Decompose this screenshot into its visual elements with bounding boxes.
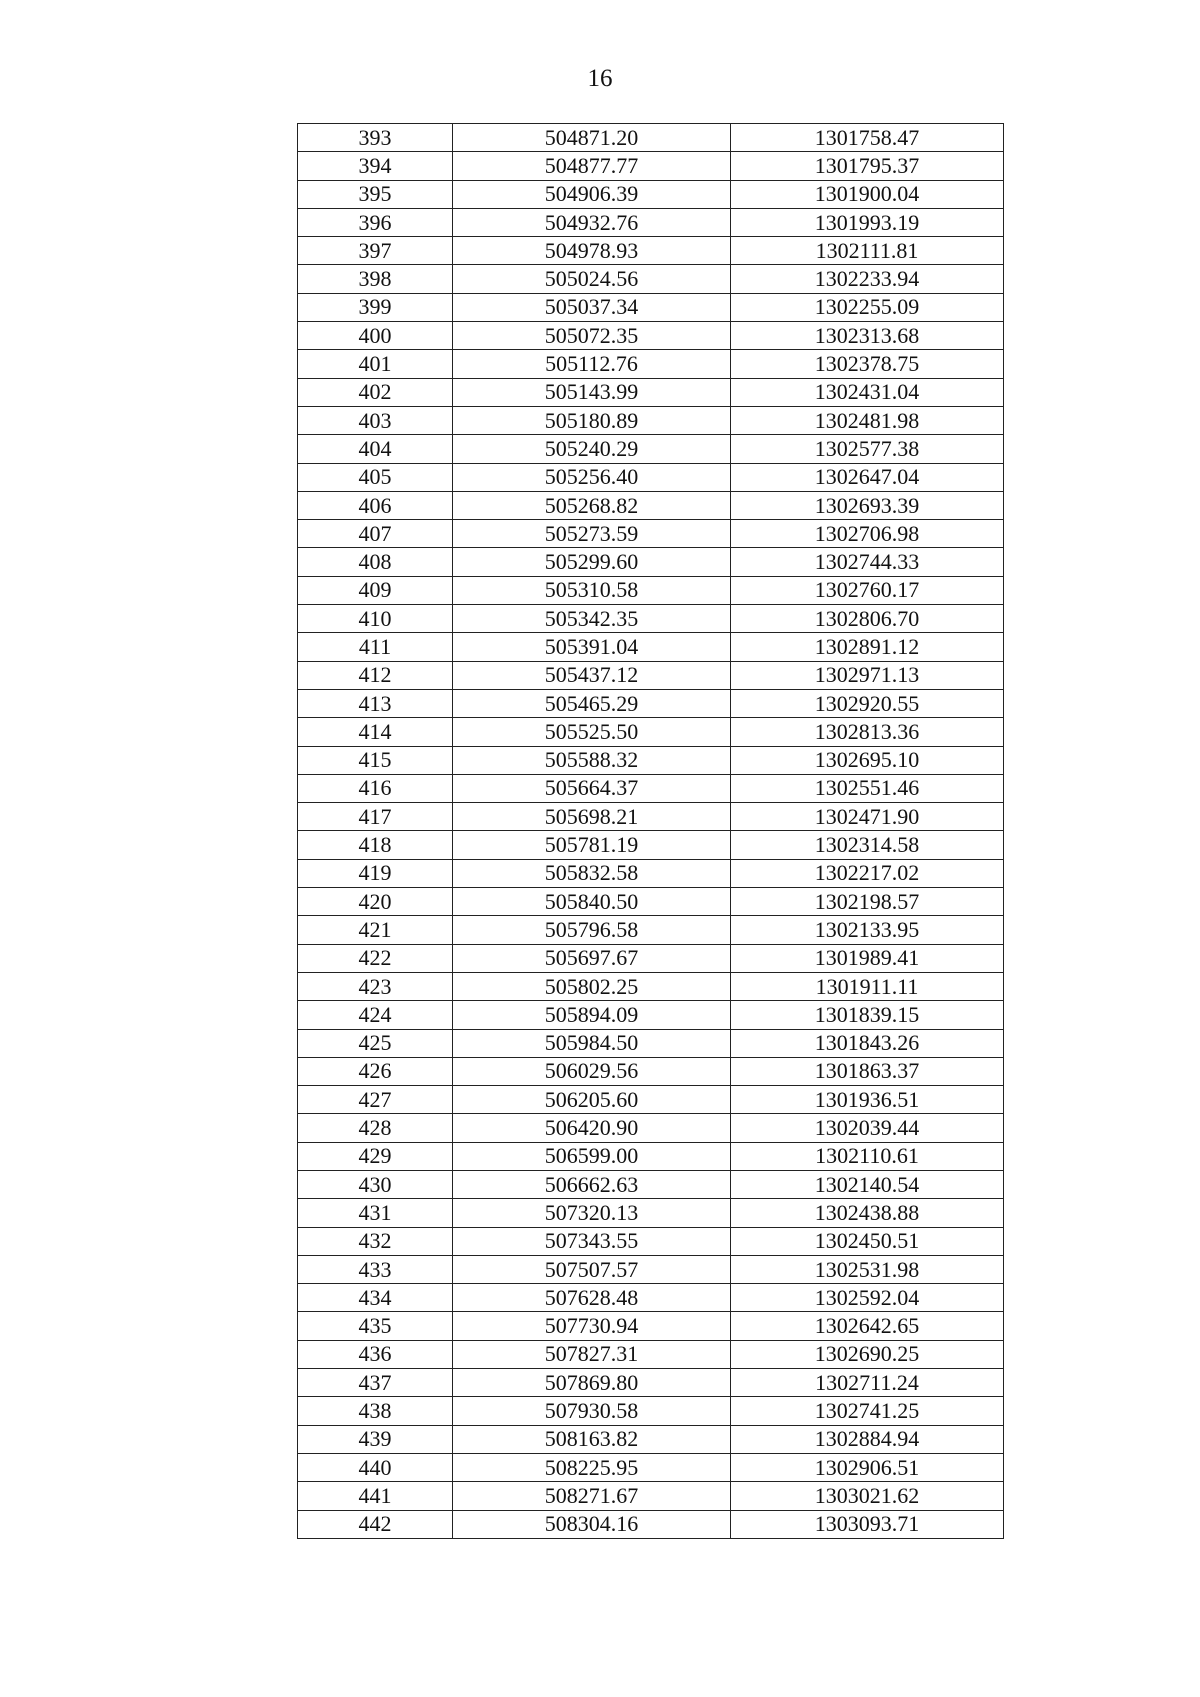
point-number-cell: 414 [298,718,453,746]
table-row [298,689,1004,717]
y-coordinate-cell: 1302741.25 [731,1397,1004,1425]
y-coordinate-cell: 1301843.26 [731,1029,1004,1057]
table-row [298,1114,1004,1142]
table-row [298,293,1004,321]
x-coordinate-cell: 505391.04 [453,633,731,661]
y-coordinate-cell: 1302133.95 [731,916,1004,944]
x-coordinate-cell: 507628.48 [453,1284,731,1312]
point-number-cell: 413 [298,689,453,717]
point-number-cell: 435 [298,1312,453,1340]
point-number-cell: 401 [298,350,453,378]
x-coordinate-cell: 505256.40 [453,463,731,491]
y-coordinate-cell: 1302140.54 [731,1170,1004,1198]
y-coordinate-cell: 1302314.58 [731,831,1004,859]
x-coordinate-cell: 507827.31 [453,1340,731,1368]
point-number-cell: 438 [298,1397,453,1425]
y-coordinate-cell: 1302431.04 [731,378,1004,406]
table-row [298,1312,1004,1340]
point-number-cell: 416 [298,774,453,802]
table-row [298,1029,1004,1057]
x-coordinate-cell: 506029.56 [453,1057,731,1085]
table-row [298,1284,1004,1312]
y-coordinate-cell: 1301911.11 [731,972,1004,1000]
table-row [298,378,1004,406]
x-coordinate-cell: 505840.50 [453,888,731,916]
x-coordinate-cell: 507730.94 [453,1312,731,1340]
table-row [298,1340,1004,1368]
x-coordinate-cell: 504932.76 [453,208,731,236]
x-coordinate-cell: 507930.58 [453,1397,731,1425]
x-coordinate-cell: 505894.09 [453,1001,731,1029]
table-row [298,1397,1004,1425]
y-coordinate-cell: 1302647.04 [731,463,1004,491]
y-coordinate-cell: 1301993.19 [731,208,1004,236]
table-row [298,718,1004,746]
y-coordinate-cell: 1302920.55 [731,689,1004,717]
table-row [298,491,1004,519]
y-coordinate-cell: 1302217.02 [731,859,1004,887]
point-number-cell: 400 [298,322,453,350]
page-number: 16 [587,65,613,92]
point-number-cell: 410 [298,605,453,633]
table-row [298,463,1004,491]
x-coordinate-cell: 505796.58 [453,916,731,944]
point-number-cell: 405 [298,463,453,491]
point-number-cell: 432 [298,1227,453,1255]
y-coordinate-cell: 1301839.15 [731,1001,1004,1029]
point-number-cell: 420 [298,888,453,916]
table-row [298,406,1004,434]
table-row [298,944,1004,972]
table-row [298,1170,1004,1198]
coordinate-table [297,123,1004,1539]
table-row [298,1086,1004,1114]
point-number-cell: 396 [298,208,453,236]
x-coordinate-cell: 507320.13 [453,1199,731,1227]
y-coordinate-cell: 1302551.46 [731,774,1004,802]
y-coordinate-cell: 1302255.09 [731,293,1004,321]
point-number-cell: 436 [298,1340,453,1368]
table-row [298,208,1004,236]
x-coordinate-cell: 505112.76 [453,350,731,378]
table-row [298,350,1004,378]
x-coordinate-cell: 505310.58 [453,576,731,604]
point-number-cell: 433 [298,1255,453,1283]
table-row [298,1482,1004,1510]
point-number-cell: 415 [298,746,453,774]
table-row [298,1001,1004,1029]
y-coordinate-cell: 1303093.71 [731,1510,1004,1538]
x-coordinate-cell: 505465.29 [453,689,731,717]
y-coordinate-cell: 1301863.37 [731,1057,1004,1085]
x-coordinate-cell: 504978.93 [453,237,731,265]
table-row [298,746,1004,774]
point-number-cell: 399 [298,293,453,321]
x-coordinate-cell: 505664.37 [453,774,731,802]
y-coordinate-cell: 1302971.13 [731,661,1004,689]
x-coordinate-cell: 504871.20 [453,124,731,152]
table-row [298,972,1004,1000]
point-number-cell: 395 [298,180,453,208]
x-coordinate-cell: 507343.55 [453,1227,731,1255]
table-row [298,322,1004,350]
y-coordinate-cell: 1302039.44 [731,1114,1004,1142]
y-coordinate-cell: 1302884.94 [731,1425,1004,1453]
x-coordinate-cell: 505781.19 [453,831,731,859]
y-coordinate-cell: 1302111.81 [731,237,1004,265]
table-row [298,633,1004,661]
y-coordinate-cell: 1302642.65 [731,1312,1004,1340]
x-coordinate-cell: 506599.00 [453,1142,731,1170]
y-coordinate-cell: 1302744.33 [731,548,1004,576]
x-coordinate-cell: 505072.35 [453,322,731,350]
x-coordinate-cell: 506662.63 [453,1170,731,1198]
point-number-cell: 428 [298,1114,453,1142]
coordinate-table-body [298,124,1004,1539]
point-number-cell: 427 [298,1086,453,1114]
x-coordinate-cell: 508163.82 [453,1425,731,1453]
point-number-cell: 421 [298,916,453,944]
y-coordinate-cell: 1302378.75 [731,350,1004,378]
x-coordinate-cell: 508271.67 [453,1482,731,1510]
point-number-cell: 404 [298,435,453,463]
x-coordinate-cell: 505024.56 [453,265,731,293]
y-coordinate-cell: 1302233.94 [731,265,1004,293]
y-coordinate-cell: 1301989.41 [731,944,1004,972]
x-coordinate-cell: 505525.50 [453,718,731,746]
x-coordinate-cell: 504906.39 [453,180,731,208]
table-row [298,237,1004,265]
y-coordinate-cell: 1302313.68 [731,322,1004,350]
table-row [298,124,1004,152]
table-row [298,520,1004,548]
y-coordinate-cell: 1301936.51 [731,1086,1004,1114]
y-coordinate-cell: 1302711.24 [731,1369,1004,1397]
point-number-cell: 417 [298,803,453,831]
point-number-cell: 423 [298,972,453,1000]
table-row [298,1425,1004,1453]
table-row [298,180,1004,208]
x-coordinate-cell: 505180.89 [453,406,731,434]
x-coordinate-cell: 508304.16 [453,1510,731,1538]
x-coordinate-cell: 505037.34 [453,293,731,321]
table-row [298,1453,1004,1481]
point-number-cell: 406 [298,491,453,519]
point-number-cell: 441 [298,1482,453,1510]
point-number-cell: 408 [298,548,453,576]
x-coordinate-cell: 507869.80 [453,1369,731,1397]
point-number-cell: 402 [298,378,453,406]
y-coordinate-cell: 1302198.57 [731,888,1004,916]
x-coordinate-cell: 505268.82 [453,491,731,519]
x-coordinate-cell: 508225.95 [453,1453,731,1481]
x-coordinate-cell: 505588.32 [453,746,731,774]
table-row [298,916,1004,944]
x-coordinate-cell: 505299.60 [453,548,731,576]
y-coordinate-cell: 1302531.98 [731,1255,1004,1283]
y-coordinate-cell: 1303021.62 [731,1482,1004,1510]
table-row [298,576,1004,604]
x-coordinate-cell: 505240.29 [453,435,731,463]
x-coordinate-cell: 506420.90 [453,1114,731,1142]
point-number-cell: 394 [298,152,453,180]
point-number-cell: 425 [298,1029,453,1057]
x-coordinate-cell: 505143.99 [453,378,731,406]
x-coordinate-cell: 505342.35 [453,605,731,633]
y-coordinate-cell: 1302438.88 [731,1199,1004,1227]
x-coordinate-cell: 507507.57 [453,1255,731,1283]
x-coordinate-cell: 505802.25 [453,972,731,1000]
y-coordinate-cell: 1302592.04 [731,1284,1004,1312]
point-number-cell: 440 [298,1453,453,1481]
x-coordinate-cell: 504877.77 [453,152,731,180]
y-coordinate-cell: 1302695.10 [731,746,1004,774]
point-number-cell: 422 [298,944,453,972]
y-coordinate-cell: 1302906.51 [731,1453,1004,1481]
y-coordinate-cell: 1302813.36 [731,718,1004,746]
table-row [298,1369,1004,1397]
point-number-cell: 407 [298,520,453,548]
point-number-cell: 412 [298,661,453,689]
point-number-cell: 403 [298,406,453,434]
y-coordinate-cell: 1302471.90 [731,803,1004,831]
point-number-cell: 431 [298,1199,453,1227]
y-coordinate-cell: 1302690.25 [731,1340,1004,1368]
point-number-cell: 442 [298,1510,453,1538]
x-coordinate-cell: 506205.60 [453,1086,731,1114]
point-number-cell: 419 [298,859,453,887]
table-row [298,803,1004,831]
point-number-cell: 411 [298,633,453,661]
point-number-cell: 434 [298,1284,453,1312]
table-row [298,1227,1004,1255]
table-row [298,1057,1004,1085]
y-coordinate-cell: 1302577.38 [731,435,1004,463]
point-number-cell: 439 [298,1425,453,1453]
y-coordinate-cell: 1301758.47 [731,124,1004,152]
point-number-cell: 393 [298,124,453,152]
y-coordinate-cell: 1302760.17 [731,576,1004,604]
table-row [298,774,1004,802]
x-coordinate-cell: 505984.50 [453,1029,731,1057]
table-row [298,1510,1004,1538]
y-coordinate-cell: 1302706.98 [731,520,1004,548]
point-number-cell: 429 [298,1142,453,1170]
table-row [298,888,1004,916]
table-row [298,859,1004,887]
point-number-cell: 418 [298,831,453,859]
y-coordinate-cell: 1302450.51 [731,1227,1004,1255]
y-coordinate-cell: 1301900.04 [731,180,1004,208]
table-row [298,548,1004,576]
y-coordinate-cell: 1302693.39 [731,491,1004,519]
table-row [298,661,1004,689]
point-number-cell: 430 [298,1170,453,1198]
table-row [298,1255,1004,1283]
table-row [298,1199,1004,1227]
table-row [298,831,1004,859]
x-coordinate-cell: 505698.21 [453,803,731,831]
y-coordinate-cell: 1301795.37 [731,152,1004,180]
table-row [298,1142,1004,1170]
point-number-cell: 437 [298,1369,453,1397]
point-number-cell: 426 [298,1057,453,1085]
table-row [298,605,1004,633]
table-row [298,152,1004,180]
point-number-cell: 398 [298,265,453,293]
point-number-cell: 397 [298,237,453,265]
table-row [298,265,1004,293]
x-coordinate-cell: 505273.59 [453,520,731,548]
y-coordinate-cell: 1302110.61 [731,1142,1004,1170]
y-coordinate-cell: 1302806.70 [731,605,1004,633]
y-coordinate-cell: 1302481.98 [731,406,1004,434]
y-coordinate-cell: 1302891.12 [731,633,1004,661]
x-coordinate-cell: 505697.67 [453,944,731,972]
x-coordinate-cell: 505437.12 [453,661,731,689]
point-number-cell: 424 [298,1001,453,1029]
x-coordinate-cell: 505832.58 [453,859,731,887]
point-number-cell: 409 [298,576,453,604]
table-row [298,435,1004,463]
